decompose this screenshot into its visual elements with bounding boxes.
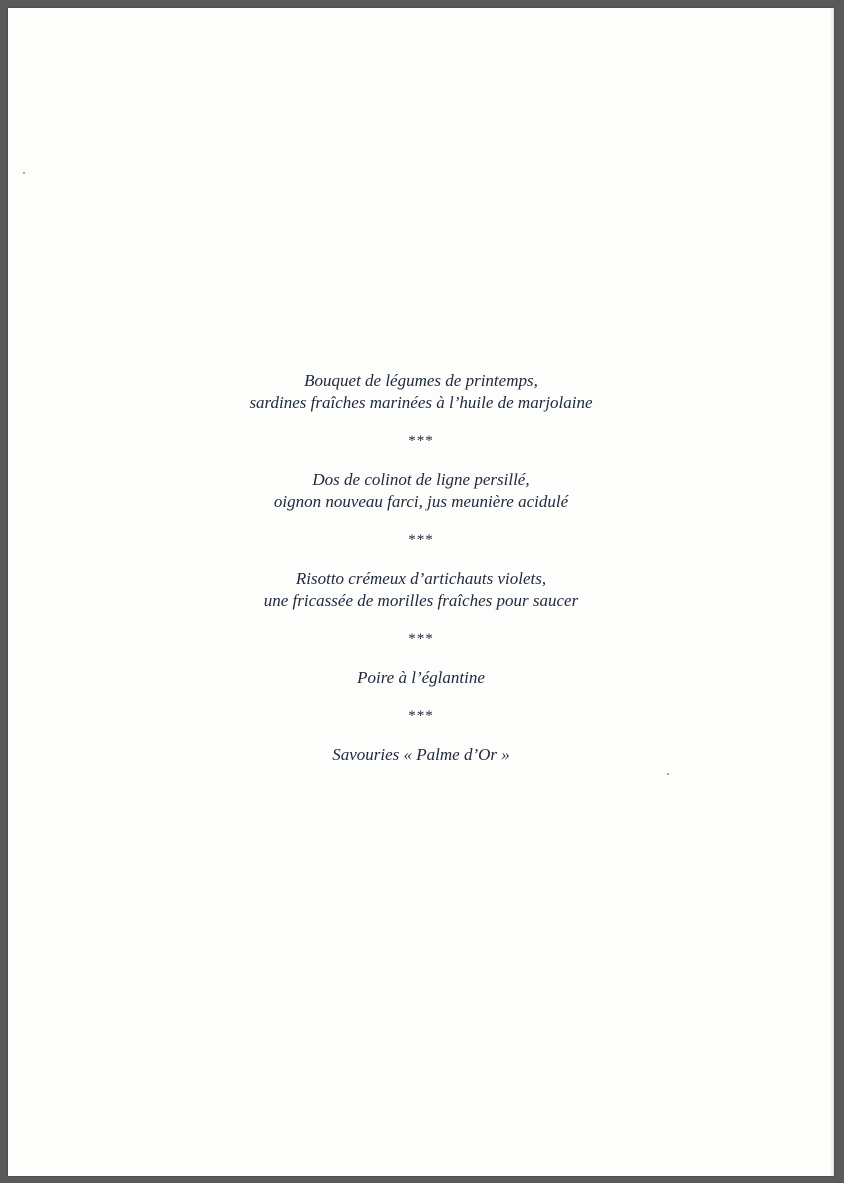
course-line: Risotto crémeux d’artichauts violets,: [295, 569, 547, 588]
course-separator: ***: [408, 631, 434, 647]
menu-body: [8, 370, 834, 766]
course-dessert: [8, 667, 834, 689]
course-line: Poire à l’églantine: [357, 668, 485, 687]
course-line: sardines fraîches marinées à l’huile de marjolaine: [249, 393, 593, 412]
course-fish: [8, 469, 834, 513]
course-line: Savouries « Palme d’Or »: [332, 745, 510, 764]
course-risotto: [8, 568, 834, 612]
paper-speck: [667, 773, 669, 775]
course-savouries: [8, 744, 834, 766]
menu-page: [8, 8, 834, 1176]
course-line: oignon nouveau farci, jus meunière acidulé: [273, 492, 569, 511]
course-separator: ***: [408, 708, 434, 724]
course-separator: ***: [408, 433, 434, 449]
course-line: Bouquet de légumes de printemps,: [304, 371, 538, 390]
course-separator: ***: [408, 532, 434, 548]
course-starter: [8, 370, 834, 414]
paper-speck: [23, 172, 25, 174]
course-line: Dos de colinot de ligne persillé,: [312, 470, 530, 489]
course-line: une fricassée de morilles fraîches pour saucer: [263, 591, 579, 610]
